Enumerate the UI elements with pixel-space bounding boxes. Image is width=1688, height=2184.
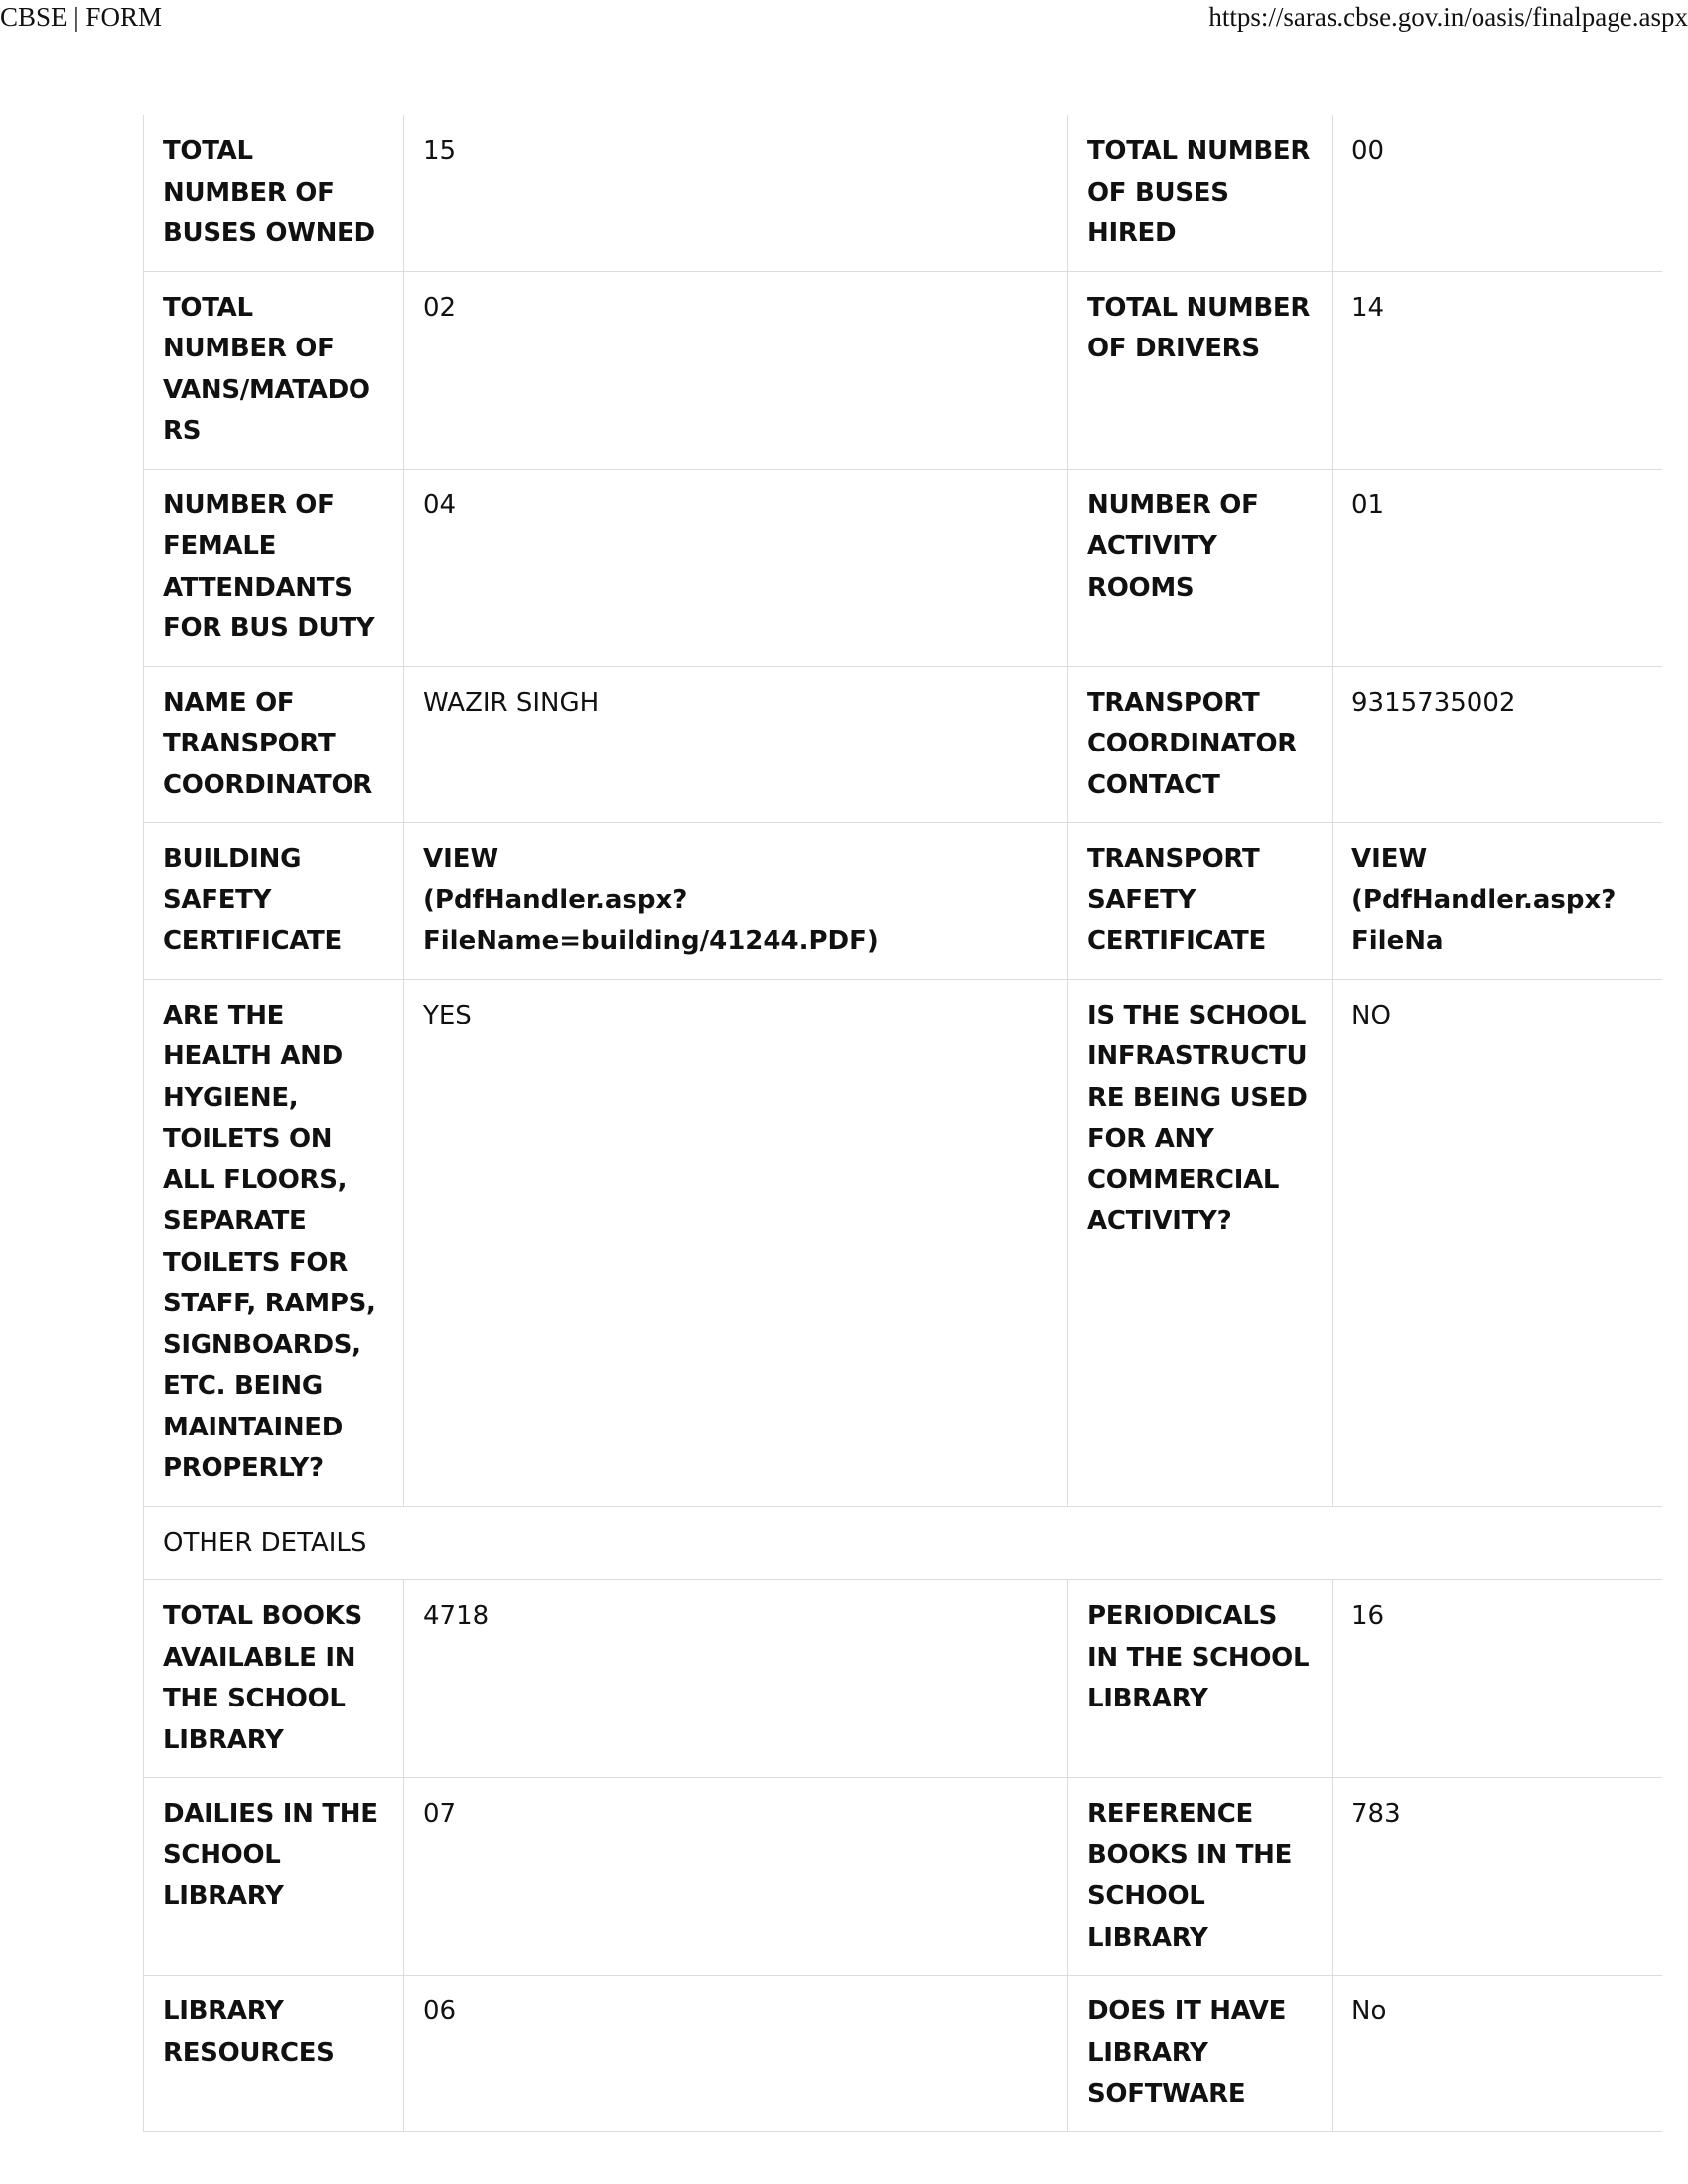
field-value-female-attendants: 04 (404, 469, 1068, 666)
field-value-library-software: No (1333, 1976, 1663, 2132)
building-safety-certificate-link[interactable] (404, 823, 1068, 980)
field-label-total-books: TOTAL BOOKS AVAILABLE IN THE SCHOOL LIBRARY (144, 1580, 404, 1778)
field-value-dailies: 07 (404, 1778, 1068, 1976)
field-label-female-attendants: NUMBER OF FEMALE ATTENDANTS FOR BUS DUTY (144, 469, 404, 666)
table-row (144, 1976, 1663, 2132)
field-value-transport-coordinator: WAZIR SINGH (404, 666, 1068, 823)
field-value-activity-rooms: 01 (1333, 469, 1663, 666)
field-label-drivers: TOTAL NUMBER OF DRIVERS (1068, 271, 1333, 469)
view-link-href[interactable]: (PdfHandler.aspx?FileName=building/41244.PDF) (423, 885, 879, 956)
field-value-buses-owned: 15 (404, 115, 1068, 271)
table-row (144, 979, 1663, 1506)
field-label-vans-matadors: TOTAL NUMBER OF VANS/MATADORS (144, 271, 404, 469)
field-label-building-safety-certificate: BUILDING SAFETY CERTIFICATE (144, 823, 404, 980)
field-value-commercial-activity: NO (1333, 979, 1663, 1506)
field-value-library-resources: 06 (404, 1976, 1068, 2132)
field-label-commercial-activity: IS THE SCHOOL INFRASTRUCTURE BEING USED FOR ANY COMMERCIAL ACTIVITY? (1068, 979, 1333, 1506)
print-header (0, 0, 1688, 40)
table-row (144, 666, 1663, 823)
table-row (144, 823, 1663, 980)
field-label-periodicals: PERIODICALS IN THE SCHOOL LIBRARY (1068, 1580, 1333, 1778)
field-value-coordinator-contact: 9315735002 (1333, 666, 1663, 823)
view-link-href[interactable]: (PdfHandler.aspx?FileNa (1351, 885, 1617, 956)
view-link-text[interactable]: VIEW (1351, 844, 1428, 874)
field-label-buses-hired: TOTAL NUMBER OF BUSES HIRED (1068, 115, 1333, 271)
section-heading-other-details: OTHER DETAILS (144, 1506, 1663, 1580)
field-value-total-books: 4718 (404, 1580, 1068, 1778)
transport-safety-certificate-link[interactable] (1333, 823, 1663, 980)
field-label-library-resources: LIBRARY RESOURCES (144, 1976, 404, 2132)
school-details-table (143, 115, 1662, 2132)
field-value-drivers: 14 (1333, 271, 1663, 469)
field-label-activity-rooms: NUMBER OF ACTIVITY ROOMS (1068, 469, 1333, 666)
table-row (144, 1778, 1663, 1976)
field-label-library-software: DOES IT HAVE LIBRARY SOFTWARE (1068, 1976, 1333, 2132)
field-label-reference-books: REFERENCE BOOKS IN THE SCHOOL LIBRARY (1068, 1778, 1333, 1976)
print-header-title: CBSE | FORM (0, 2, 162, 32)
field-value-periodicals: 16 (1333, 1580, 1663, 1778)
form-details-sheet (143, 115, 1662, 2132)
field-label-health-hygiene: ARE THE HEALTH AND HYGIENE, TOILETS ON ALL FLOORS, SEPARATE TOILETS FOR STAFF, RAMPS, SIGNBOARDS, ETC. BEING MAINTAINED PROPERLY? (144, 979, 404, 1506)
field-value-health-hygiene: YES (404, 979, 1068, 1506)
table-row (144, 271, 1663, 469)
table-row (144, 469, 1663, 666)
field-value-reference-books: 783 (1333, 1778, 1663, 1976)
field-value-vans-matadors: 02 (404, 271, 1068, 469)
field-label-dailies: DAILIES IN THE SCHOOL LIBRARY (144, 1778, 404, 1976)
field-label-transport-coordinator: NAME OF TRANSPORT COORDINATOR (144, 666, 404, 823)
field-label-coordinator-contact: TRANSPORT COORDINATOR CONTACT (1068, 666, 1333, 823)
field-label-buses-owned: TOTAL NUMBER OF BUSES OWNED (144, 115, 404, 271)
view-link-text[interactable]: VIEW (423, 844, 499, 874)
print-header-url: https://saras.cbse.gov.in/oasis/finalpage.aspx (1208, 2, 1688, 32)
table-row (144, 1580, 1663, 1778)
field-label-transport-safety-certificate: TRANSPORT SAFETY CERTIFICATE (1068, 823, 1333, 980)
table-row (144, 115, 1663, 271)
field-value-buses-hired: 00 (1333, 115, 1663, 271)
section-heading-row (144, 1506, 1663, 1580)
